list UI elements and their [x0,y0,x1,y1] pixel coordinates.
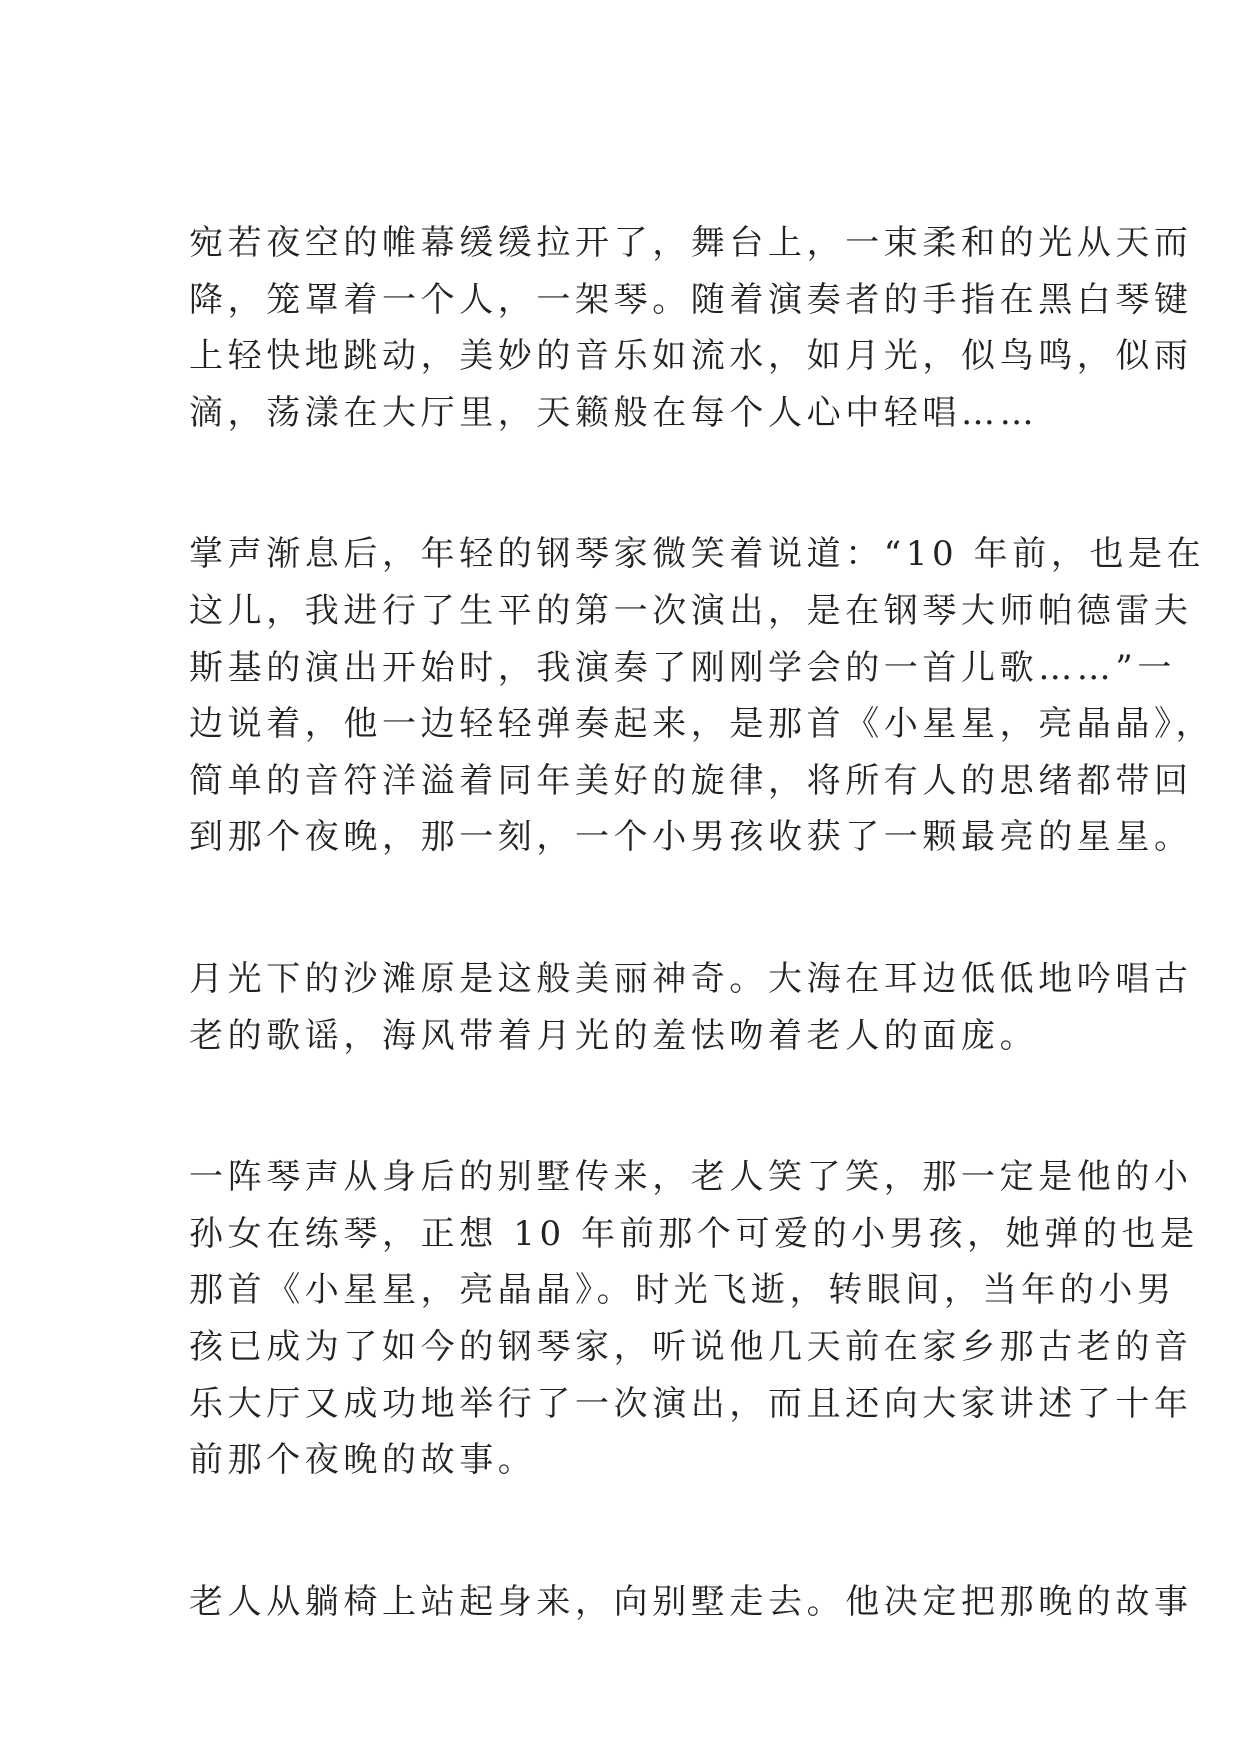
text-line: 孩已成为了如今的钢琴家，听说他几天前在家乡那古老的音 [189,1326,1193,1367]
text-line: 滴，荡漾在大厅里，天籁般在每个人心中轻唱…… [189,392,1039,433]
text-line: 斯基的演出开始时，我演奏了刚刚学会的一首儿歌……”一 [189,647,1176,688]
text-line: 上轻快地跳动，美妙的音乐如流水，如月光，似鸟鸣，似雨 [189,336,1193,377]
paragraph-4 [189,1149,1199,1489]
text-line: 到那个夜晚，那一刻，一个小男孩收获了一颗最亮的星星。 [189,817,1193,858]
text-line: 边说着，他一边轻轻弹奏起来，是那首《小星星，亮晶晶》， [189,704,1215,745]
paragraph-3 [189,951,1193,1064]
text-line: 老人从躺椅上站起身来，向别墅走去。他决定把那晚的故事 [189,1581,1193,1622]
text-line: 乐大厅又成功地举行了一次演出，而且还向大家讲述了十年 [189,1383,1193,1424]
article-body [189,215,1215,1715]
text-line: 孙女在练琴，正想 10 年前那个可爱的小男孩，她弹的也是 [189,1213,1199,1254]
text-line: 前那个夜晚的故事。 [189,1440,537,1481]
text-line: 一阵琴声从身后的别墅传来，老人笑了笑，那一定是他的小 [189,1157,1193,1198]
text-line: 降，笼罩着一个人，一架琴。随着演奏者的手指在黑白琴键 [189,279,1193,320]
paragraph-1 [189,215,1193,441]
paragraph-5 [189,1574,1193,1631]
text-line: 简单的音符洋溢着同年美好的旋律，将所有人的思绪都带回 [189,760,1193,801]
text-line: 掌声渐息后，年轻的钢琴家微笑着说道：“10 年前，也是在 [189,534,1206,575]
paragraph-2 [189,526,1215,866]
text-line: 老的歌谣，海风带着月光的羞怯吻着老人的面庞。 [189,1015,1039,1056]
text-line: 这儿，我进行了生平的第一次演出，是在钢琴大师帕德雷夫 [189,590,1193,631]
text-line: 月光下的沙滩原是这般美丽神奇。大海在耳边低低地吟唱古 [189,958,1193,999]
text-line: 那首《小星星，亮晶晶》。时光飞逝，转眼间，当年的小男 [189,1270,1176,1311]
text-line: 宛若夜空的帷幕缓缓拉开了，舞台上，一束柔和的光从天而 [189,223,1193,263]
